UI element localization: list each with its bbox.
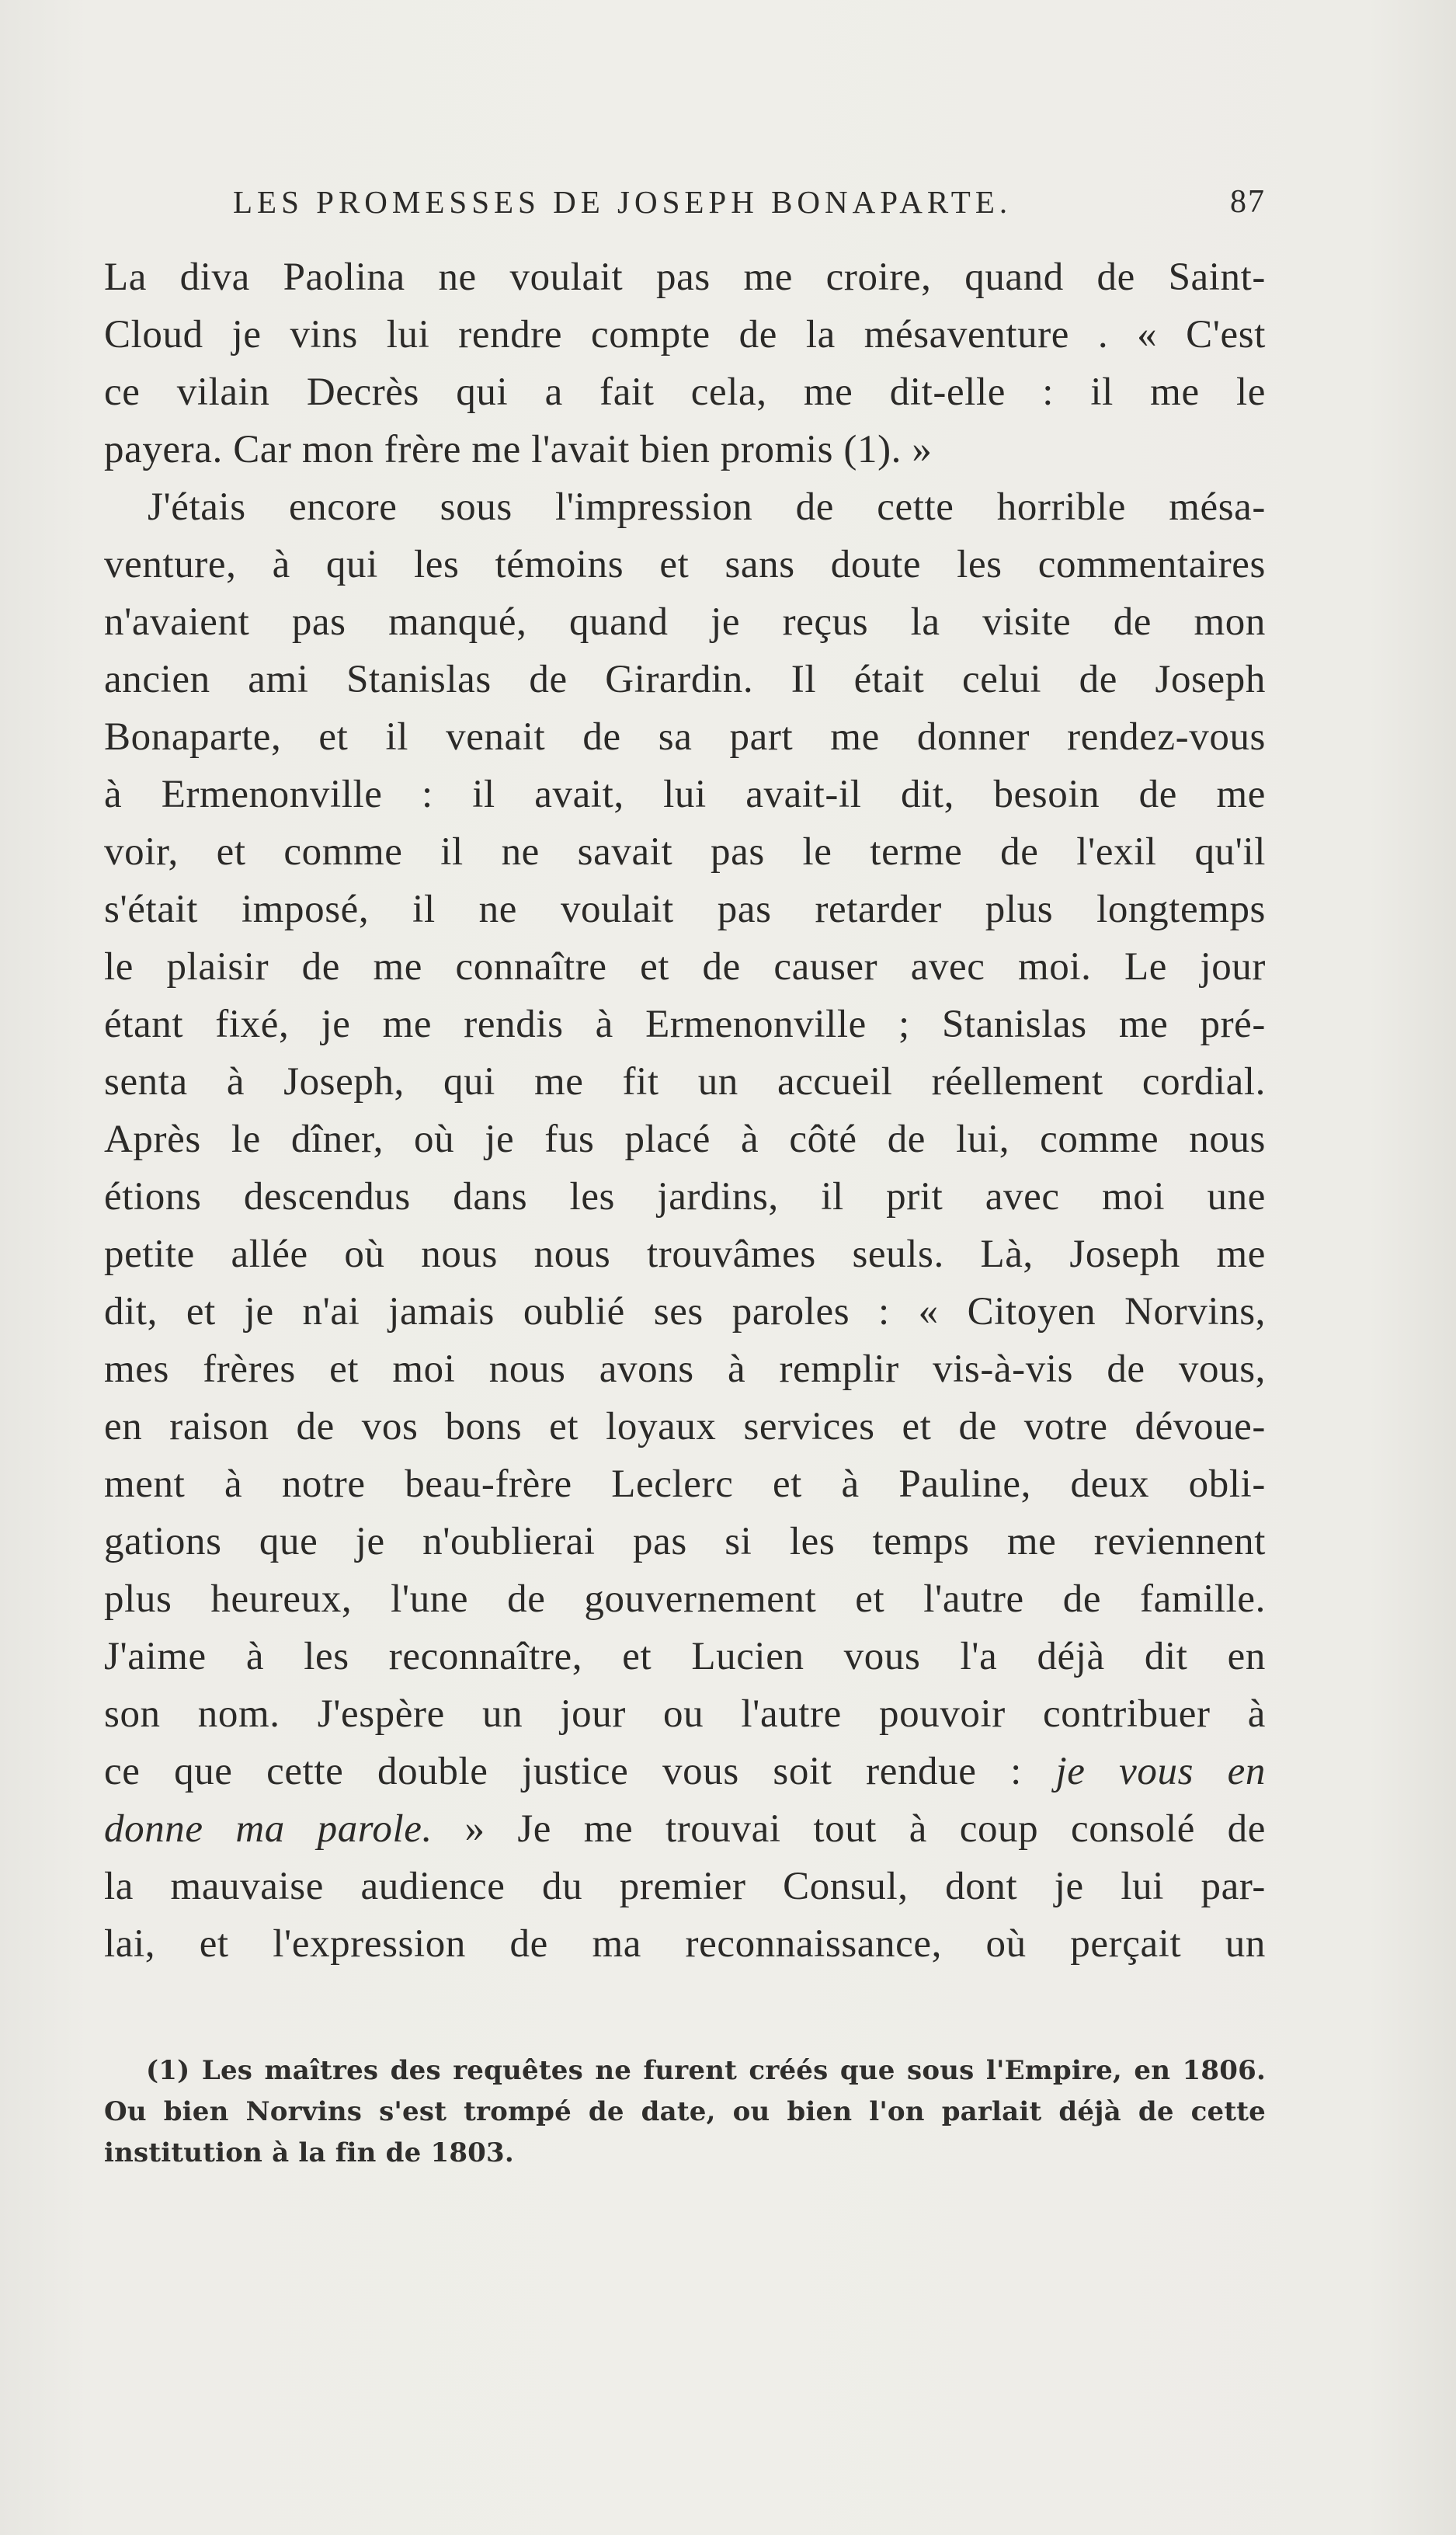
text-line: ce vilain Decrès qui a fait cela, me dit-elle : il me le — [104, 370, 1266, 414]
footnotes — [104, 2050, 1266, 2174]
text-line: le plaisir de me connaître et de causer avec moi. Le jour — [104, 945, 1266, 989]
page-header — [233, 183, 1266, 230]
text-line: J'aime à les reconnaître, et Lucien vous l'a déjà dit en — [104, 1635, 1266, 1678]
text-line: dit, et je n'ai jamais oublié ses paroles : « Citoyen Norvins, — [104, 1290, 1266, 1334]
text-line: Bonaparte, et il venait de sa part me donner rendez-vous — [104, 715, 1266, 759]
text-line: son nom. J'espère un jour ou l'autre pouvoir contribuer à — [104, 1692, 1266, 1736]
text-line: ment à notre beau-frère Leclerc et à Pauline, deux obli- — [104, 1462, 1266, 1506]
text-line: Après le dîner, où je fus placé à côté de lui, comme nous — [104, 1118, 1266, 1161]
text-line: lai, et l'expression de ma reconnaissance, où perçait un — [104, 1922, 1266, 1966]
body-text — [104, 249, 1266, 1973]
footnote-line: institution à la fin de 1803. — [104, 2137, 514, 2168]
page-number: 87 — [1230, 184, 1266, 220]
text-line — [104, 1800, 1266, 1858]
text-line: venture, à qui les témoins et sans doute les commentaires — [104, 543, 1266, 586]
text-line: étant fixé, je me rendis à Ermenonville ; Stanislas me pré- — [104, 1003, 1266, 1046]
text-line: n'avaient pas manqué, quand je reçus la visite de mon — [104, 600, 1266, 644]
text-line: voir, et comme il ne savait pas le terme de l'exil qu'il — [104, 830, 1266, 874]
text-line: gations que je n'oublierai pas si les temps me reviennent — [104, 1520, 1266, 1563]
running-title: LES PROMESSES DE JOSEPH BONAPARTE. — [233, 184, 1013, 220]
italic-text: donne ma parole. — [104, 1807, 433, 1851]
text-line: ancien ami Stanislas de Girardin. Il était celui de Joseph — [104, 658, 1266, 701]
footnote-line: Ou bien Norvins s'est trompé de date, ou bien l'on parlait déjà de cette — [104, 2096, 1266, 2127]
text-line: La diva Paolina ne voulait pas me croire, quand de Saint- — [104, 256, 1266, 299]
text-segment: ce que cette double justice vous soit rendue : — [104, 1750, 1056, 1793]
text-line: en raison de vos bons et loyaux services et de votre dévoue- — [104, 1405, 1266, 1448]
text-line: mes frères et moi nous avons à remplir vis-à-vis de vous, — [104, 1347, 1266, 1391]
text-line: s'était imposé, il ne voulait pas retarder plus longtemps — [104, 888, 1266, 931]
text-line: J'étais encore sous l'impression de cette horrible mésa- — [148, 485, 1266, 529]
text-line: senta à Joseph, qui me fit un accueil réellement cordial. — [104, 1060, 1266, 1104]
text-line: petite allée où nous nous trouvâmes seuls. Là, Joseph me — [104, 1233, 1266, 1276]
text-line: étions descendus dans les jardins, il prit avec moi une — [104, 1175, 1266, 1219]
text-line: plus heureux, l'une de gouvernement et l'autre de famille. — [104, 1577, 1266, 1621]
text-line: Cloud je vins lui rendre compte de la mésaventure . « C'est — [104, 313, 1266, 356]
text-line: la mauvaise audience du premier Consul, dont je lui par- — [104, 1865, 1266, 1908]
text-line — [104, 1743, 1266, 1800]
text-line: à Ermenonville : il avait, lui avait-il dit, besoin de me — [104, 773, 1266, 816]
italic-text: je vous en — [1055, 1750, 1266, 1793]
text-segment: » Je me trouvai tout à coup consolé de — [432, 1807, 1267, 1851]
footnote-line: (1) Les maîtres des requêtes ne furent créés que sous l'Empire, en 1806. — [146, 2055, 1266, 2086]
text-line: payera. Car mon frère me l'avait bien promis (1). » — [104, 428, 933, 471]
